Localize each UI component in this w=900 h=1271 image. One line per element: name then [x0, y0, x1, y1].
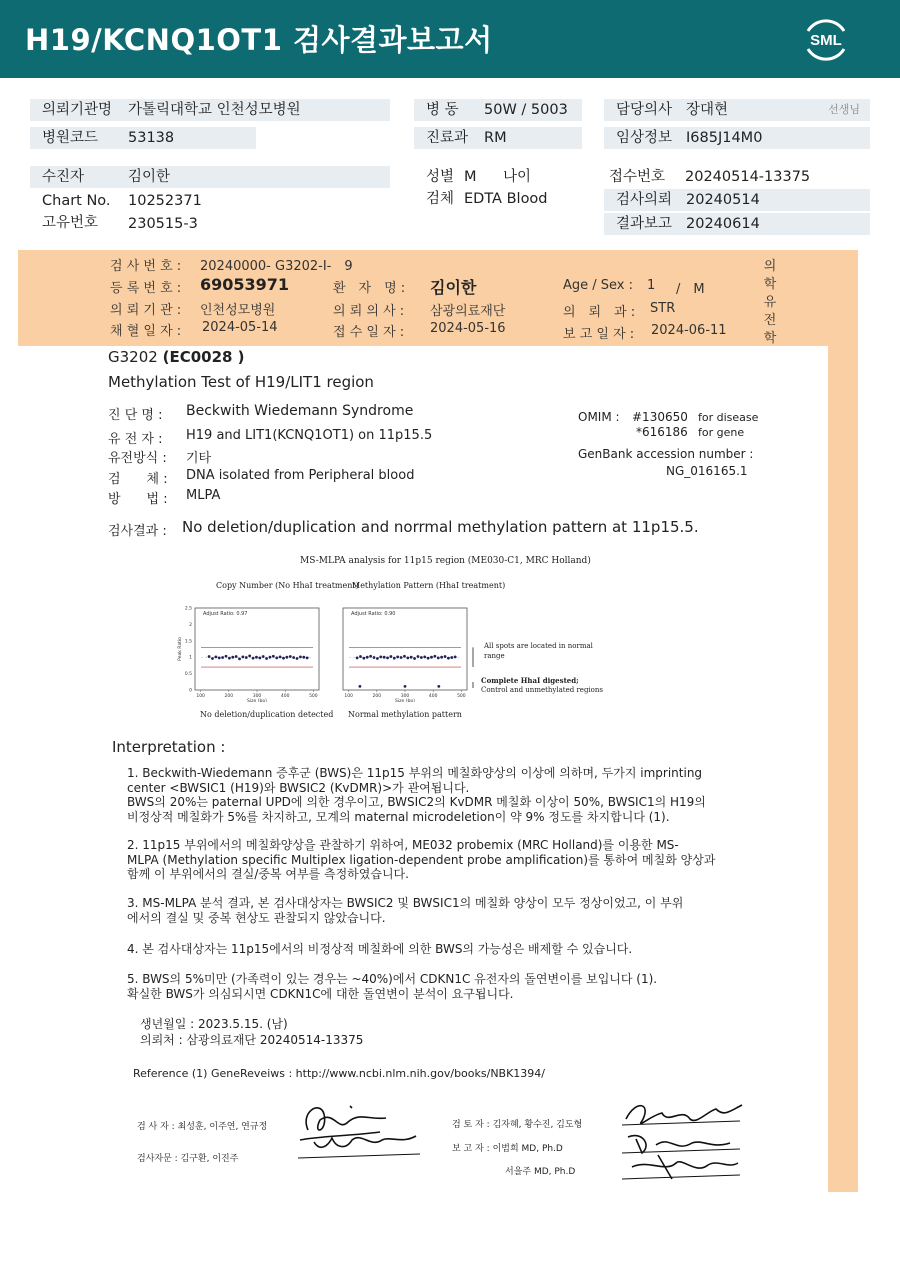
institution-value: 가톨릭대학교 인천성모병원 — [128, 102, 301, 118]
collect-date: 2024-05-14 — [202, 320, 278, 335]
hospital-code-value: 53138 — [128, 130, 175, 146]
data-point — [299, 655, 302, 658]
data-point — [252, 657, 255, 660]
methylation-plot — [343, 608, 473, 702]
x-axis-label: Size (bp) — [395, 699, 415, 702]
y-tick-label: 1.5 — [184, 639, 192, 645]
unique-value: 230515-3 — [128, 216, 198, 232]
x-tick-label: 300 — [400, 694, 410, 699]
doctor-value: 장대현 — [686, 102, 729, 118]
scan-dept: STR — [650, 301, 676, 316]
department-vertical-label: 의학유전학 — [763, 259, 777, 346]
tester-line: 검 사 자 : 최성훈, 이주연, 연규정 — [137, 1122, 268, 1132]
data-point — [369, 655, 372, 658]
data-point — [242, 655, 245, 658]
data-point — [208, 655, 211, 658]
data-point — [262, 655, 265, 658]
interpretation-p5: 5. BWS의 5%미만 (가족력이 있는 경우는 ~40%)에서 CDKN1C 유전자의 돌연변이를 보입니다 (1). 확실한 BWS가 의심되시면 CDKN1C에 대한 돌연변이 분석이 요구됩니다. — [127, 972, 658, 1001]
referral-info: 의뢰처 : 삼광의료재단 20240514-13375 — [140, 1033, 364, 1047]
data-point — [245, 656, 248, 659]
report-date-row: 결과보고 20240614 — [604, 213, 870, 235]
scan-doctor: 삼광의료재단 — [430, 304, 506, 319]
svg-text:Adjust Ratio: 0.97: Adjust Ratio: 0.97 — [203, 611, 248, 617]
data-point — [400, 656, 403, 659]
data-point — [454, 655, 457, 658]
x-tick-label: 400 — [428, 694, 438, 699]
sex-value: M — [464, 169, 477, 185]
data-point — [269, 656, 272, 659]
receive-date: 2024-05-16 — [430, 321, 506, 336]
data-point — [211, 657, 214, 660]
data-point — [238, 657, 241, 660]
data-point — [225, 655, 228, 658]
data-point — [437, 656, 440, 659]
sample: DNA isolated from Peripheral blood — [186, 468, 415, 483]
x-tick-label: 100 — [344, 694, 353, 699]
x-tick-label: 400 — [280, 694, 290, 699]
y-tick-label: 0 — [189, 688, 192, 694]
data-point — [413, 657, 416, 660]
hospital-code-row: 병원코드 53138 — [30, 127, 256, 149]
data-point — [447, 657, 450, 660]
data-point — [359, 655, 362, 658]
data-point — [221, 656, 224, 659]
svg-text:Adjust Ratio: 0.90: Adjust Ratio: 0.90 — [351, 611, 396, 617]
registration-number: 69053971 — [200, 275, 290, 294]
figure-title: MS-MLPA analysis for 11p15 region (ME030-C1, MRC Holland) — [300, 556, 591, 566]
x-tick-label: 200 — [224, 694, 234, 699]
scan-side-band — [828, 250, 858, 1192]
diagnosis: Beckwith Wiedemann Syndrome — [186, 403, 414, 419]
data-point — [386, 656, 389, 659]
y-tick-label: 1 — [189, 655, 192, 661]
left-plot-caption: No deletion/duplication detected — [200, 710, 334, 719]
result-text: No deletion/duplication and norrmal methylation pattern at 11p15.5. — [182, 518, 699, 536]
reviewer-line: 검 토 자 : 김자혜, 황수진, 김도형 — [452, 1120, 583, 1130]
y-tick-label: 0.5 — [184, 672, 192, 678]
y-axis-label: Peak Ratio — [178, 637, 183, 661]
data-point — [450, 656, 453, 659]
data-point — [406, 656, 409, 659]
inheritance: 기타 — [186, 451, 212, 466]
clinical-value: I685J14M0 — [686, 130, 763, 146]
data-point-low — [404, 685, 407, 688]
data-point — [292, 656, 295, 659]
dept-row: 진료과 RM — [414, 127, 582, 149]
left-plot-title: Copy Number (No HhaI treatment) — [216, 581, 359, 590]
scan-report-date: 2024-06-11 — [651, 323, 727, 338]
data-point — [379, 655, 382, 658]
reviewer-signature-icon — [612, 1095, 752, 1185]
specimen-value: EDTA Blood — [464, 191, 548, 207]
data-point — [285, 656, 288, 659]
data-point — [235, 655, 238, 658]
data-point — [362, 657, 365, 660]
data-point — [433, 655, 436, 658]
omim-gene: *616186 — [636, 425, 688, 439]
birth-date: 생년월일 : 2023.5.15. (남) — [140, 1017, 288, 1031]
interpretation-heading: Interpretation : — [112, 738, 226, 756]
x-tick-label: 300 — [252, 694, 262, 699]
interpretation-p2: 2. 11p15 부위에서의 메칠화양상을 관찰하기 위하여, ME032 probemix (MRC Holland)를 이용한 MS- MLPA (Methylation specific Multiplex ligation-dependent probe amplification)를 통하여 메칠화 양상과 함께 이 부위에서의 결실/중복 여부를 측정하였습니다. — [127, 838, 716, 881]
sex-value-scan: / M — [676, 282, 705, 297]
doctor-row: 담당의사 장대현 선생님 — [604, 99, 870, 121]
interpretation-p1: 1. Beckwith-Wiedemann 증후군 (BWS)은 11p15 부위의 메칠화양상의 이상에 의하며, 두가지 imprinting center <BWSIC1 (H19)와 BWSIC2 (KvDMR)>가 관여됩니다. BWS의 20%는 paternal UPD에 의한 경우이고, BWSIC2의 KvDMR 메칠화 이상이 50%, BWSIC1의 H19의 비정상적 메칠화가 5%를 차지하고, 모계의 maternal microdeletion이 약 9% 정도를 차지합니다 (1). — [127, 766, 706, 824]
receipt-value: 20240514-13375 — [685, 169, 811, 185]
data-point — [289, 655, 292, 658]
x-tick-label: 500 — [309, 694, 318, 699]
data-point — [275, 656, 278, 659]
report-date-value: 20240614 — [686, 216, 760, 232]
data-point — [272, 655, 275, 658]
data-point — [356, 656, 359, 659]
report-header — [0, 0, 900, 78]
data-point — [444, 655, 447, 658]
data-point — [390, 655, 393, 658]
data-point — [282, 657, 285, 660]
request-value: 20240514 — [686, 192, 760, 208]
data-point — [410, 656, 413, 659]
data-point — [417, 655, 420, 658]
data-point — [296, 657, 299, 660]
x-tick-label: 200 — [372, 694, 382, 699]
report-title: H19/KCNQ1OT1 검사결과보고서 — [25, 23, 493, 57]
data-point-low — [437, 685, 440, 688]
data-point — [258, 656, 261, 659]
reference-line: Reference (1) GeneReveiws : http://www.ncbi.nlm.nih.gov/books/NBK1394/ — [133, 1067, 546, 1080]
scanned-report: 검 사 번 호 : 20240000- G3202-I- 9 등 록 번 호 : 69053971 환 자 명 : 김이한 Age / Sex : 1 / M 의 뢰 기 관 : 인천성모병원 의 뢰 의 사 : 삼광의료재단 의 뢰 과 : STR 채 혈 일 자 : 2024-05-14 접 수 일 자 : 2024-05-16 보 고 일 자 : 2024-06-11 의학유전학 G3202 (EC0028 ) Methylation Test of H19/LIT1 region 진 단 명 : Beckwith Wiedemann Syndrome 유 전 자 : H19 and LIT1(KCNQ1OT1) on 11p15.5 유전방식 : 기타 검 체 : DNA isolated from Peripheral blood 방 법 : MLPA OMIM : #130650 for disease *616186 for gene GenBank accession number : NG_016165.1 검사결과 : No deletion/duplication and norrmal methylation pattern at 11p15.5. MS-MLPA analysis for 11p15 region (ME030-C1, MRC Holland) Copy Number (No HhaI treatment) Methylation Pattern (HhaI treatment) Adjust Ratio: 0.97 100 200 300 400 500 Size (bp) 2.5 2 1.5 1 0.5 0 Peak Ratio Adjust Ratio: 0.90 100 200 300 400 500 Size (bp) All spots are located in normal range Complete HhaI digested; Control and unmethylated regions No deletion/duplication detected Normal methylation pattern Interpretation : 1. Beckwith-Wiedemann 증후군 (BWS)은 11p15 부위의 메칠화양상의 이상에 의하며, 두가지 imprinting center <BWSIC1 (H19)와 BWSIC2 (KvDMR)>가 관여됩니다. BWS의 20%는 paternal UPD에 의한 경우이고, BWSIC2의 KvDMR 메칠화 이상이 50%, BWSIC1의 H19의 비정상적 메칠화가 5%를 차지하고, 모계의 maternal microdeletion이 약 9% 정도를 차지합니다 (1). 2. 11p15 부위에서의 메칠화양상을 관찰하기 위하여, ME032 probemix (MRC Holland)를 이용한 MS- MLPA (Methylation specific Multiplex ligation-dependent probe amplification)를 통하여 메칠화 양상과 함께 이 부위에서의 결실/중복 여부를 측정하였습니다. 3. MS-MLPA 분석 결과, 본 검사대상자는 BWSIC2 및 BWSIC1의 메칠화 양상이 모두 정상이었고, 이 부위 에서의 결실 및 중복 현상도 관찰되지 않았습니다. 4. 본 검사대상자는 11p15에서의 비정상적 메칠화에 의한 BWS의 가능성은 배제할 수 있습니다. 5. BWS의 5%미만 (가족력이 있는 경우는 ~40%)에서 CDKN1C 유전자의 돌연변이를 보입니다 (1). 확실한 BWS가 의심되시면 CDKN1C에 대한 돌연변이 분석이 요구됩니다. 생년월일 : 2023.5.15. (남) 의뢰처 : 삼광의료재단 20240514-13375 Reference (1) GeneReveiws : http://www.ncbi.nlm.nih.gov/books/NBK1394/ 검 사 자 : 최성훈, 이주연, 연규정 검사자문 : 김구환, 이진주 검 토 자 : 김자혜, 황수진, 김도형 보 고 자 : 이범희 MD, Ph.D 서을주 MD, Ph.D — [0, 250, 900, 1210]
data-point — [373, 656, 376, 659]
y-tick-label: 2 — [189, 622, 192, 628]
interpretation-p3: 3. MS-MLPA 분석 결과, 본 검사대상자는 BWSIC2 및 BWSIC1의 메칠화 양상이 모두 정상이었고, 이 부위 에서의 결실 및 중복 현상도 관찰되지 않았습니다. — [127, 896, 684, 925]
data-point — [430, 656, 433, 659]
ward-row: 병 동 50W / 5003 — [414, 99, 582, 121]
data-point — [393, 657, 396, 660]
data-point — [306, 656, 309, 659]
reporter2-line: 서을주 MD, Ph.D — [505, 1167, 576, 1177]
data-point — [302, 656, 305, 659]
institution-row: 의뢰기관명 가톨릭대학교 인천성모병원 — [30, 99, 390, 121]
scan-institution: 인천성모병원 — [200, 303, 276, 318]
x-axis-label: Size (bp) — [247, 699, 267, 702]
omim-disease: #130650 — [632, 410, 688, 424]
sml-logo-icon — [800, 13, 852, 65]
data-point — [231, 656, 234, 659]
interpretation-p4: 4. 본 검사대상자는 11p15에서의 비정상적 메칠화에 의한 BWS의 가능성은 배제할 수 있습니다. — [127, 942, 633, 956]
reporter-line: 보 고 자 : 이범희 MD, Ph.D — [452, 1144, 563, 1154]
patient-value: 김이한 — [128, 169, 171, 185]
x-tick-label: 500 — [457, 694, 466, 699]
data-point — [403, 655, 406, 658]
right-plot-caption: Normal methylation pattern — [348, 710, 462, 719]
test-title: Methylation Test of H19/LIT1 region — [108, 373, 374, 391]
gene: H19 and LIT1(KCNQ1OT1) on 11p15.5 — [186, 428, 433, 443]
data-point — [228, 657, 231, 660]
chart-value: 10252371 — [128, 193, 202, 209]
data-point — [440, 656, 443, 659]
data-point — [376, 657, 379, 660]
clinical-row: 임상정보 I685J14M0 — [604, 127, 870, 149]
ward-value: 50W / 5003 — [484, 102, 568, 118]
test-number: 20240000- G3202-I- 9 — [200, 259, 353, 274]
dept-value: RM — [484, 130, 507, 146]
request-row: 검사의뢰 20240514 — [604, 189, 870, 211]
copy-number-plot — [177, 606, 319, 703]
age-value: 1 — [647, 278, 656, 293]
data-point — [383, 656, 386, 659]
data-point — [396, 655, 399, 658]
data-point — [218, 656, 221, 659]
right-plot-title: Methylation Pattern (HhaI treatment) — [352, 581, 506, 590]
data-point — [366, 656, 369, 659]
data-point — [248, 654, 251, 657]
data-point-low — [359, 685, 362, 688]
data-point — [214, 655, 217, 658]
patient-row: 수진자 김이한 — [30, 166, 390, 188]
data-point — [255, 656, 258, 659]
data-point — [427, 657, 430, 660]
genbank-accession: NG_016165.1 — [666, 464, 748, 478]
x-tick-label: 100 — [196, 694, 205, 699]
advisor-line: 검사자문 : 김구환, 이진주 — [137, 1154, 239, 1164]
method: MLPA — [186, 488, 221, 503]
scan-patient-name: 김이한 — [430, 278, 477, 297]
y-tick-label: 2.5 — [184, 606, 192, 612]
data-point — [279, 655, 282, 658]
data-point — [423, 655, 426, 658]
svg-text:SML: SML — [810, 32, 842, 49]
test-code: G3202 (EC0028 ) — [108, 348, 245, 366]
data-point — [265, 657, 268, 660]
tester-signature-icon — [290, 1092, 430, 1164]
data-point — [420, 656, 423, 659]
